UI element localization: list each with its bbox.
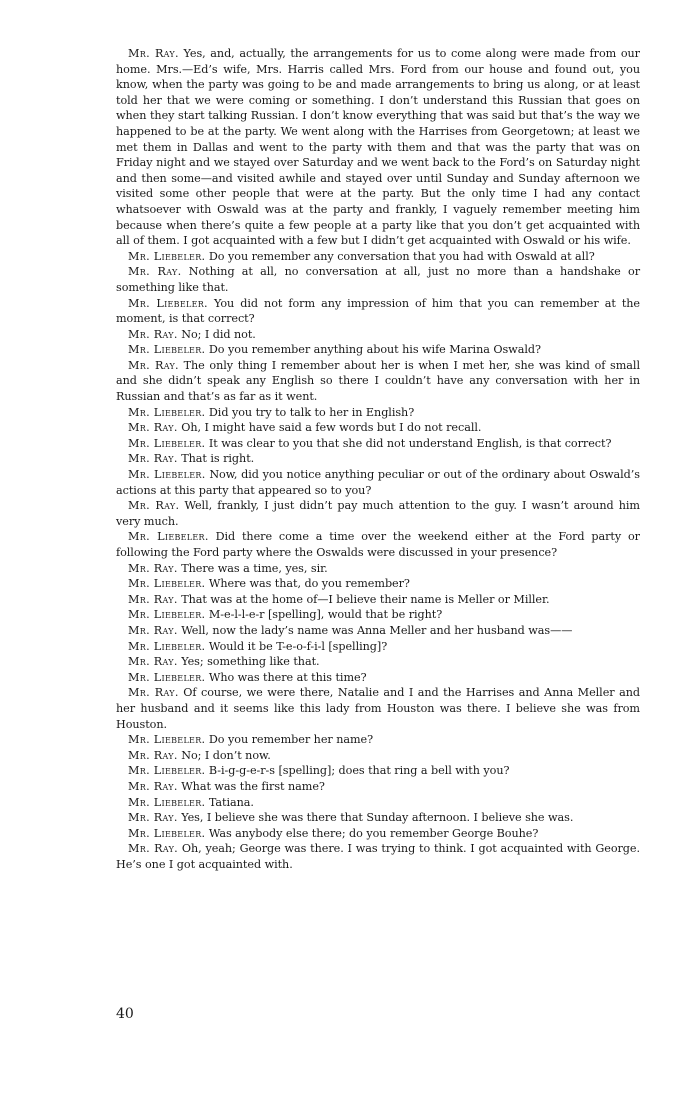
testimony-paragraph bbox=[116, 654, 640, 670]
statement-text: Did there come a time over the weekend either at the Ford party or following the Ford party where the Oswalds were discussed in your presence? bbox=[116, 530, 640, 559]
statement-text: Oh, I might have said a few words but I do not recall. bbox=[181, 421, 482, 435]
speaker-label: Mr. Ray. bbox=[128, 499, 180, 513]
testimony-paragraph bbox=[116, 342, 640, 358]
transcript-body bbox=[116, 46, 640, 872]
statement-text: That was at the home of—I believe their name is Meller or Miller. bbox=[181, 592, 550, 606]
testimony-paragraph bbox=[116, 670, 640, 686]
speaker-label: Mr. Ray. bbox=[128, 421, 178, 435]
speaker-label: Mr. Ray. bbox=[128, 779, 178, 793]
speaker-label: Mr. Ray. bbox=[128, 327, 178, 341]
statement-text: M-e-l-l-e-r [spelling], would that be right? bbox=[208, 608, 443, 622]
testimony-paragraph bbox=[116, 249, 640, 265]
speaker-label: Mr. Ray. bbox=[128, 592, 178, 606]
testimony-paragraph bbox=[116, 748, 640, 764]
speaker-label: Mr. Liebeler. bbox=[128, 296, 208, 310]
statement-text: Nothing at all, no conversation at all, just no more than a handshake or something like that. bbox=[116, 265, 640, 294]
statement-text: Tatiana. bbox=[208, 795, 254, 809]
testimony-paragraph bbox=[116, 561, 640, 577]
statement-text: Now, did you notice anything peculiar or out of the ordinary about Oswald’s actions at this party that appeared so to you? bbox=[116, 468, 640, 497]
testimony-paragraph bbox=[116, 623, 640, 639]
statement-text: Was anybody else there; do you remember George Bouhe? bbox=[208, 826, 539, 840]
statement-text: Of course, we were there, Natalie and I and the Harrises and Anna Meller and her husband and it seems like this lady from Houston was there. I believe she was from Houston. bbox=[116, 686, 640, 731]
speaker-label: Mr. Ray. bbox=[128, 811, 178, 825]
statement-text: Yes, I believe she was there that Sunday afternoon. I believe she was. bbox=[181, 811, 574, 825]
statement-text: Well, frankly, I just didn’t pay much attention to the guy. I wasn’t around him very much. bbox=[116, 499, 640, 528]
statement-text: Well, now the lady’s name was Anna Meller and her husband was—— bbox=[181, 623, 573, 637]
testimony-paragraph bbox=[116, 810, 640, 826]
speaker-label: Mr. Liebeler. bbox=[128, 670, 206, 684]
testimony-paragraph bbox=[116, 467, 640, 498]
testimony-paragraph bbox=[116, 826, 640, 842]
statement-text: Yes; something like that. bbox=[181, 655, 320, 669]
speaker-label: Mr. Ray. bbox=[128, 47, 179, 60]
testimony-paragraph bbox=[116, 358, 640, 405]
testimony-paragraph bbox=[116, 795, 640, 811]
statement-text: Where was that, do you remember? bbox=[208, 577, 410, 591]
speaker-label: Mr. Ray. bbox=[128, 686, 179, 700]
speaker-label: Mr. Liebeler. bbox=[128, 249, 206, 263]
statement-text: Do you remember any conversation that you had with Oswald at all? bbox=[208, 249, 595, 263]
testimony-paragraph bbox=[116, 841, 640, 872]
statement-text: Who was there at this time? bbox=[208, 670, 367, 684]
testimony-paragraph bbox=[116, 451, 640, 467]
speaker-label: Mr. Ray. bbox=[128, 358, 179, 372]
testimony-paragraph bbox=[116, 264, 640, 295]
statement-text: Oh, yeah; George was there. I was trying to think. I got acquainted with George. He’s one I got acquainted with. bbox=[116, 842, 640, 871]
speaker-label: Mr. Liebeler. bbox=[128, 530, 209, 544]
testimony-paragraph bbox=[116, 763, 640, 779]
speaker-label: Mr. Liebeler. bbox=[128, 826, 206, 840]
testimony-paragraph bbox=[116, 46, 640, 249]
statement-text: That is right. bbox=[181, 452, 255, 466]
statement-text: Would it be T-e-o-f-i-l [spelling]? bbox=[208, 639, 388, 653]
speaker-label: Mr. Liebeler. bbox=[128, 343, 206, 357]
testimony-paragraph bbox=[116, 420, 640, 436]
statement-text: Did you try to talk to her in English? bbox=[208, 405, 415, 419]
statement-text: Yes, and, actually, the arrangements for us to come along were made from our home. Mrs.—Ed’s wife, Mrs. Harris called Mrs. Ford from our house and found out, you know, when the party was going to be and made arrangements to bring us along, or at least told her that we were coming or something. I don’t understand this Russian that goes on when they start talking Russian. I don’t know everything that was said but that’s the way we happened to be at the party. We went along with the Harrises from Georgetown; at least we met them in Dallas and went to the party with them and that was the party that was on Friday night and we stayed over Saturday and we went back to the Ford’s on Saturday night and then some—and visited awhile and stayed over until Sunday and Sunday afternoon we visited some other people that were at the party. But the only time I had any contact whatsoever with Oswald was at the party and frankly, I vaguely remember meeting him because when there’s quite a few people at a party like that you don’t get acquainted with all of them. I got acquainted with a few but I didn’t get acquainted with Oswald or his wife. bbox=[116, 47, 640, 248]
testimony-paragraph bbox=[116, 732, 640, 748]
statement-text: No; I don’t now. bbox=[181, 748, 271, 762]
speaker-label: Mr. Ray. bbox=[128, 623, 178, 637]
speaker-label: Mr. Liebeler. bbox=[128, 764, 206, 778]
statement-text: Do you remember her name? bbox=[208, 733, 374, 747]
statement-text: Do you remember anything about his wife Marina Oswald? bbox=[208, 343, 541, 357]
testimony-paragraph bbox=[116, 436, 640, 452]
page-number: 40 bbox=[116, 1006, 134, 1022]
statement-text: What was the first name? bbox=[181, 779, 325, 793]
testimony-paragraph bbox=[116, 639, 640, 655]
testimony-paragraph bbox=[116, 607, 640, 623]
testimony-paragraph bbox=[116, 576, 640, 592]
speaker-label: Mr. Ray. bbox=[128, 265, 182, 279]
statement-text: No; I did not. bbox=[181, 327, 256, 341]
speaker-label: Mr. Ray. bbox=[128, 748, 178, 762]
statement-text: You did not form any impression of him that you can remember at the moment, is that correct? bbox=[116, 296, 640, 326]
testimony-paragraph bbox=[116, 779, 640, 795]
speaker-label: Mr. Ray. bbox=[128, 655, 178, 669]
speaker-label: Mr. Ray. bbox=[128, 842, 179, 856]
testimony-paragraph bbox=[116, 498, 640, 529]
testimony-paragraph bbox=[116, 405, 640, 421]
speaker-label: Mr. Liebeler. bbox=[128, 468, 206, 482]
statement-text: There was a time, yes, sir. bbox=[181, 561, 328, 575]
testimony-paragraph bbox=[116, 327, 640, 343]
testimony-paragraph bbox=[116, 592, 640, 608]
speaker-label: Mr. Liebeler. bbox=[128, 577, 206, 591]
speaker-label: Mr. Ray. bbox=[128, 452, 178, 466]
testimony-paragraph bbox=[116, 296, 640, 327]
speaker-label: Mr. Ray. bbox=[128, 561, 178, 575]
speaker-label: Mr. Liebeler. bbox=[128, 733, 206, 747]
testimony-paragraph bbox=[116, 685, 640, 732]
speaker-label: Mr. Liebeler. bbox=[128, 436, 206, 450]
speaker-label: Mr. Liebeler. bbox=[128, 405, 206, 419]
statement-text: The only thing I remember about her is when I met her, she was kind of small and she didn’t speak any English so there I couldn’t have any conversation with her in Russian and that’s as far as it went. bbox=[116, 358, 640, 404]
speaker-label: Mr. Liebeler. bbox=[128, 639, 206, 653]
statement-text: It was clear to you that she did not understand English, is that correct? bbox=[208, 436, 612, 450]
testimony-paragraph bbox=[116, 529, 640, 560]
speaker-label: Mr. Liebeler. bbox=[128, 608, 206, 622]
speaker-label: Mr. Liebeler. bbox=[128, 795, 206, 809]
statement-text: B-i-g-g-e-r-s [spelling]; does that ring a bell with you? bbox=[208, 764, 510, 778]
